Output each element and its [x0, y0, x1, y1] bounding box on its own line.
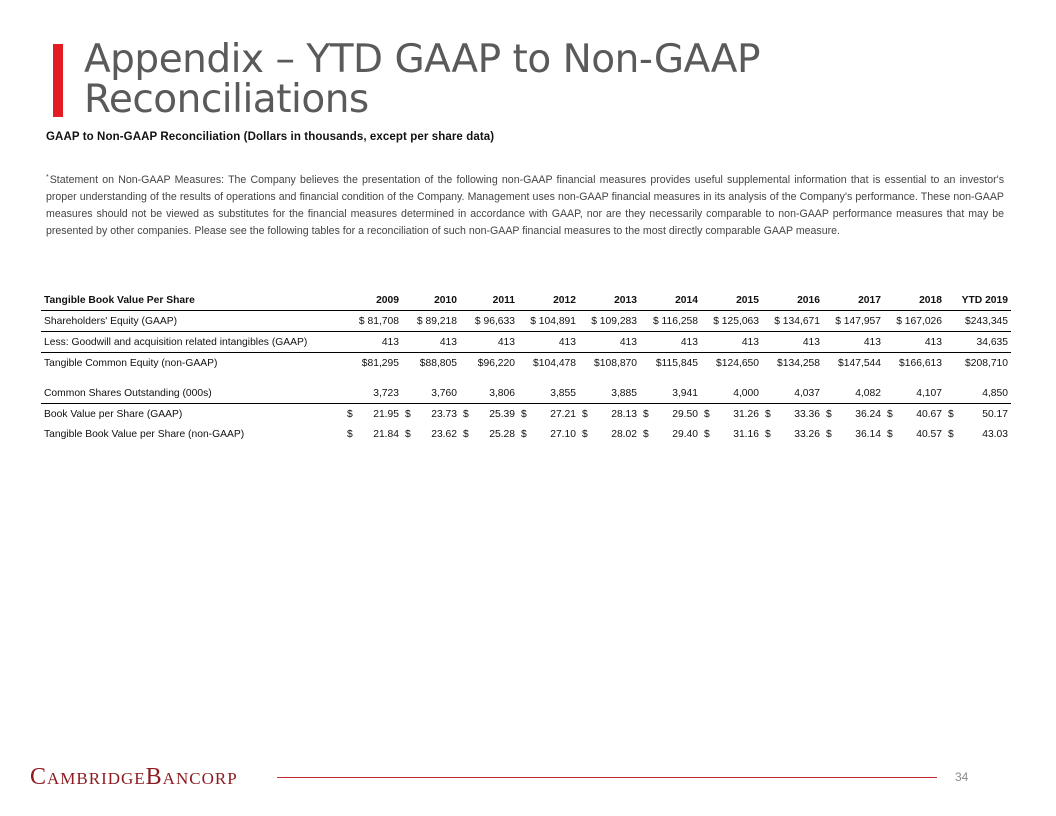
table-cell: [640, 424, 701, 444]
page-title: [84, 37, 761, 122]
table-cell: [762, 404, 823, 425]
table-cell: 3,806: [460, 383, 518, 404]
table-cell: [579, 404, 640, 425]
non-gaap-statement: [46, 169, 1004, 240]
table-row-goodwill: [41, 332, 1011, 353]
column-header: 2010: [402, 290, 460, 311]
table-cell: $134,258: [777, 357, 820, 369]
table-cell: $115,845: [655, 357, 698, 369]
footnote-marker: *: [46, 174, 49, 181]
table-cell: 4,107: [884, 383, 945, 404]
cell-value: 43.03: [982, 428, 1008, 440]
column-header: 2017: [823, 290, 884, 311]
cell-value: 29.40: [672, 428, 698, 440]
table-cell: 4,000: [701, 383, 762, 404]
currency-symbol: $: [643, 428, 649, 440]
currency-symbol: $: [887, 408, 893, 420]
table-cell: [402, 424, 460, 444]
table-cell: $ 81,708: [344, 311, 402, 332]
table-cell: $ 134,671: [762, 311, 823, 332]
table-cell: $147,544: [838, 357, 881, 369]
table-cell: 413: [884, 332, 945, 353]
table-cell: [460, 424, 518, 444]
table-cell: [762, 424, 823, 444]
table-cell: [518, 424, 579, 444]
table-cell: $ 125,063: [701, 311, 762, 332]
row-label: Tangible Book Value per Share (non-GAAP): [44, 428, 245, 440]
cell-value: 21.84: [373, 428, 399, 440]
table-cell: 3,885: [579, 383, 640, 404]
table-header-label: Tangible Book Value Per Share: [41, 290, 344, 311]
cambridge-bancorp-logo: CambridgeBancorp: [30, 764, 238, 790]
row-label: Common Shares Outstanding (000s): [41, 383, 344, 404]
table-cell: [823, 404, 884, 425]
table-spacer-row: [41, 373, 1011, 383]
column-header: 2011: [460, 290, 518, 311]
table-cell: 413: [518, 332, 579, 353]
table-cell: $ 167,026: [884, 311, 945, 332]
cell-value: 33.26: [794, 428, 820, 440]
table-cell: $ 147,957: [823, 311, 884, 332]
table-cell: [402, 404, 460, 425]
cell-value: 23.62: [431, 428, 457, 440]
currency-symbol: $: [826, 408, 832, 420]
cell-value: 40.67: [916, 408, 942, 420]
table-cell: 3,760: [402, 383, 460, 404]
table-cell: [701, 424, 762, 444]
table-cell: $96,220: [477, 357, 515, 369]
table-cell: [884, 404, 945, 425]
cell-value: 25.39: [489, 408, 515, 420]
table-cell: $ 96,633: [460, 311, 518, 332]
table-cell: [518, 404, 579, 425]
table-cell: [823, 424, 884, 444]
column-header: 2018: [884, 290, 945, 311]
row-label: Less: Goodwill and acquisition related intangibles (GAAP): [41, 332, 344, 353]
table-cell: 4,850: [945, 383, 1011, 404]
table-row-shares-outstanding: [41, 383, 1011, 404]
table-cell: 34,635: [945, 332, 1011, 353]
cell-value: 23.73: [431, 408, 457, 420]
currency-symbol: $: [463, 408, 469, 420]
table-cell: $ 89,218: [402, 311, 460, 332]
row-label: Shareholders' Equity (GAAP): [41, 311, 344, 332]
table-cell: $124,650: [716, 357, 759, 369]
table-cell: 3,941: [640, 383, 701, 404]
table-row-book-value-per-share: [41, 404, 1011, 425]
table-row-tangible-book-value-per-share: [41, 424, 1011, 444]
table-cell: 4,037: [762, 383, 823, 404]
table-cell: 413: [460, 332, 518, 353]
table-cell: $104,478: [533, 357, 576, 369]
cell-value: 21.95: [373, 408, 399, 420]
cell-value: 25.28: [489, 428, 515, 440]
table-cell: [344, 404, 402, 425]
currency-symbol: $: [948, 408, 954, 420]
section-subtitle: GAAP to Non-GAAP Reconciliation (Dollars in thousands, except per share data): [46, 131, 495, 143]
currency-symbol: $: [826, 428, 832, 440]
currency-symbol: $: [704, 428, 710, 440]
table-cell: [701, 404, 762, 425]
page-number: 34: [955, 770, 969, 784]
title-accent-bar: [53, 44, 63, 117]
table-cell: $108,870: [594, 357, 637, 369]
column-header: 2012: [518, 290, 579, 311]
page-title-line-1: Appendix – YTD GAAP to Non-GAAP: [84, 37, 761, 82]
footer-divider: [277, 777, 937, 778]
cell-value: 28.13: [611, 408, 637, 420]
table-cell: 413: [823, 332, 884, 353]
currency-symbol: $: [643, 408, 649, 420]
currency-symbol: $: [704, 408, 710, 420]
table-cell: $81,295: [361, 357, 399, 369]
currency-symbol: $: [582, 408, 588, 420]
column-header: 2015: [701, 290, 762, 311]
table-cell: $ 104,891: [518, 311, 579, 332]
cell-value: 28.02: [611, 428, 637, 440]
column-header: 2016: [762, 290, 823, 311]
cell-value: 50.17: [982, 408, 1008, 420]
table-cell: $88,805: [419, 357, 457, 369]
table-cell: [945, 404, 1011, 425]
column-header: 2014: [640, 290, 701, 311]
currency-symbol: $: [765, 428, 771, 440]
table-cell: [884, 424, 945, 444]
table-row-tangible-common-equity: [41, 353, 1011, 374]
currency-symbol: $: [948, 428, 954, 440]
table-cell: 413: [402, 332, 460, 353]
table-cell: [460, 404, 518, 425]
table-cell: $ 116,258: [640, 311, 701, 332]
table-cell: 413: [344, 332, 402, 353]
currency-symbol: $: [405, 428, 411, 440]
cell-value: 36.14: [855, 428, 881, 440]
table-cell: 3,855: [518, 383, 579, 404]
tangible-book-value-table: [41, 290, 1011, 444]
table-cell: 3,723: [344, 383, 402, 404]
table-cell: 413: [640, 332, 701, 353]
row-label: Book Value per Share (GAAP): [44, 408, 183, 420]
currency-symbol: $: [765, 408, 771, 420]
table-cell: $166,613: [899, 357, 942, 369]
column-header: 2013: [579, 290, 640, 311]
table-row-shareholders-equity: [41, 311, 1011, 332]
table-cell: 413: [579, 332, 640, 353]
table-cell: [344, 424, 402, 444]
currency-symbol: $: [887, 428, 893, 440]
cell-value: 33.36: [794, 408, 820, 420]
currency-symbol: $: [463, 428, 469, 440]
row-label: Tangible Common Equity (non-GAAP): [44, 357, 218, 369]
table-cell: 413: [701, 332, 762, 353]
table-cell: $ 109,283: [579, 311, 640, 332]
currency-symbol: $: [347, 408, 353, 420]
cell-value: 29.50: [672, 408, 698, 420]
page-title-line-2: Reconciliations: [84, 77, 369, 122]
table-cell: [579, 424, 640, 444]
table-cell: $208,710: [965, 357, 1008, 369]
table-cell: 4,082: [823, 383, 884, 404]
currency-symbol: $: [347, 428, 353, 440]
column-header: 2009: [344, 290, 402, 311]
currency-symbol: $: [521, 408, 527, 420]
table-cell: 413: [762, 332, 823, 353]
cell-value: 31.26: [733, 408, 759, 420]
cell-value: 27.10: [550, 428, 576, 440]
currency-symbol: $: [521, 428, 527, 440]
currency-symbol: $: [582, 428, 588, 440]
column-header: YTD 2019: [945, 290, 1011, 311]
currency-symbol: $: [405, 408, 411, 420]
cell-value: 40.57: [916, 428, 942, 440]
table-cell: [945, 424, 1011, 444]
non-gaap-statement-text: Statement on Non-GAAP Measures: The Company believes the presentation of the following non-GAAP financial measures provides useful supplemental information that is essential to an investor's proper understanding of the results of operations and financial condition of the Company. Management uses non-GAAP financial measures in its analysis of the Company's performance. These non-GAAP measures should not be viewed as substitutes for the financial measures determined in accordance with GAAP, nor are they necessarily comparable to non-GAAP performance measures that may be presented by other companies. Please see the following tables for a reconciliation of such non-GAAP financial measures to the most directly comparable GAAP measure.: [46, 174, 1004, 237]
table-cell: [640, 404, 701, 425]
table-header-row: [41, 290, 1011, 311]
table-cell: $243,345: [945, 311, 1011, 332]
cell-value: 27.21: [550, 408, 576, 420]
cell-value: 31.16: [733, 428, 759, 440]
cell-value: 36.24: [855, 408, 881, 420]
